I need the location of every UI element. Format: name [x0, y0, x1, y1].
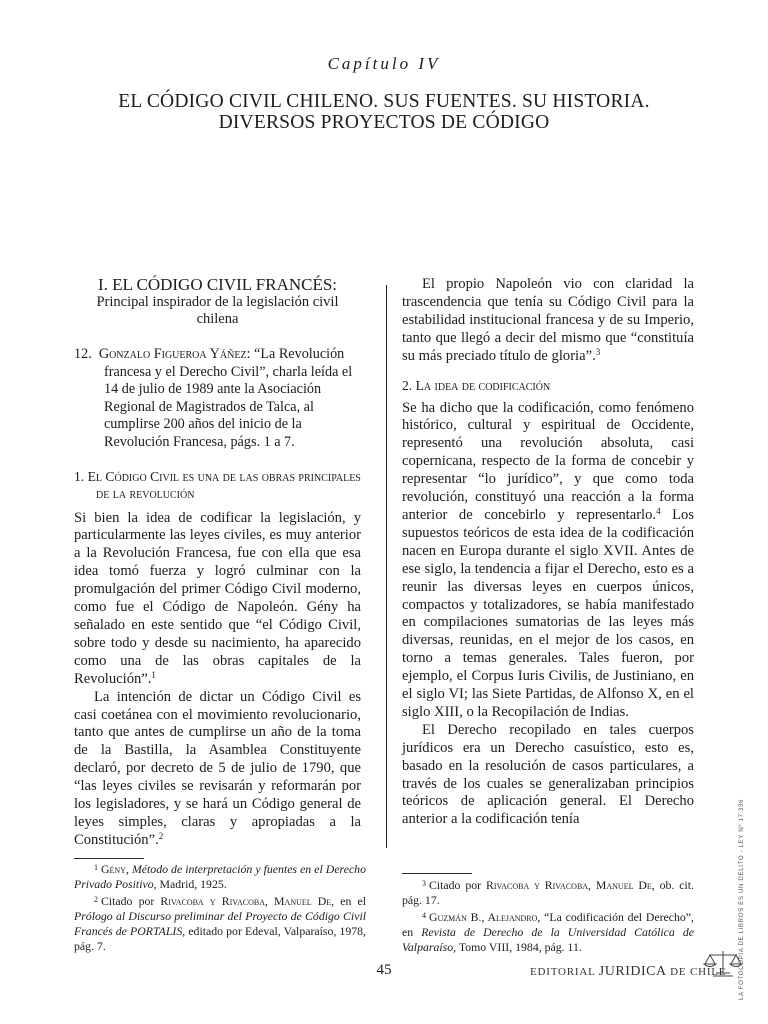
- left-paragraph-1-text: Si bien la idea de codificar la legislación, y particularmente las leyes civiles, es muy anterior a la Revolución Francesa, fue con ella que esa idea tomó fuerza y logró culminar con la promulgación del primer Código Civil moderno, como fue el Código de Napoleón. Gény ha señalado en este sentido que “el Código Civil, sobre todo y desde su nacimiento, ha aparecido como una de las obras capitales de la Revolución”.: [74, 509, 361, 687]
- footnote-2-title: Prólogo al Discurso preliminar del Proyecto de Código Civil Francés de PORTALIS: [74, 909, 366, 938]
- footnote-2: [74, 892, 366, 954]
- footnote-2-pre: Citado por: [101, 894, 161, 908]
- section-subheading: Principal inspirador de la legislación civil chilena: [96, 294, 339, 327]
- publisher-name: JURIDICA: [598, 964, 667, 979]
- footnote-4-title: Revista de Derecho de la Universidad Católica de Valparaíso: [402, 925, 694, 954]
- publisher-imprint: [530, 964, 726, 980]
- footnote-1: $^1$ Gény, Método de interpretación y fuentes en el Derecho Privado Positivo, Madrid, 1925.: [74, 862, 366, 891]
- subheading-1-text: 1. El Código Civil es una de las obras principales de la revolución: [74, 468, 361, 501]
- footnote-1-title: Método de interpretación y fuentes en el Derecho Privado Positivo: [74, 862, 366, 891]
- chapter-title: [60, 91, 708, 133]
- footnote-3-author: Rivacoba y Rivacoba, Manuel De: [485, 878, 652, 892]
- footnote-2-rest: , editado por Edeval, Valparaíso, 1978, pág. 7.: [74, 924, 367, 953]
- footnote-1-number: 1: [94, 863, 98, 872]
- footnote-2-number: 2: [94, 895, 98, 904]
- left-paragraph-2-text: La intención de dictar un Código Civil es casi coetánea con el movimiento revolucionario, tanto que antes de cumplirse un año de la toma de la Bastilla, la Asamblea Constituyente declaró, por decreto de 5 de julio de 1790, que “las leyes civiles se revisarán y reformarán por los legisladores, y se hará un Código general de leyes simples, claras y apropiadas a la Constitución”.: [74, 688, 361, 848]
- left-paragraph-1: [74, 510, 361, 689]
- note-12-number: 12.: [74, 346, 92, 362]
- footnote-2-author: Rivacoba y Rivacoba, Manuel De: [160, 894, 332, 908]
- right-paragraph-2a-text: Se ha dicho que la codificación, como fenómeno histórico, cultural y espiritual de Occidente, representó una revolución absoluta, casi copernicana, respecto de la forma de concebir y representar “lo jurídico”, y que como toda revolución, constituyó una reacción a la forma anterior de concebirlo y representarlo.: [402, 399, 694, 523]
- footnote-ref-1[interactable]: 1: [151, 669, 156, 680]
- footnote-ref-3[interactable]: 3: [595, 346, 601, 357]
- note-12-text: : “La Revolución francesa y el Derecho Civil”, charla leída el 14 de julio de 1989 ante la Asociación Regional de Magistrados de Talca, al cumplirse 200 años del inicio de la Revolución Francesa, págs. 1 a 7.: [104, 346, 353, 450]
- left-column: [74, 275, 361, 850]
- chapter-title-line-2: DIVERSOS PROYECTOS DE CÓDIGO: [218, 112, 550, 133]
- footnote-3: [402, 876, 694, 908]
- left-paragraph-2: [74, 689, 361, 850]
- right-paragraph-2: [402, 400, 694, 722]
- note-12-author: Gonzalo Figueroa Yáñez: [98, 346, 247, 362]
- footnote-3-pre: Citado por: [429, 878, 486, 892]
- page-number: 45: [376, 962, 392, 978]
- footnote-1-rest: , Madrid, 1925.: [153, 877, 227, 891]
- subheading-2: 2. La idea de codificación: [402, 377, 551, 393]
- footnote-4: [402, 908, 694, 955]
- footnote-4-mid: , “La codificación del Derecho”, en: [402, 910, 694, 939]
- chapter-label: Capítulo IV: [327, 54, 441, 73]
- scales-of-justice-icon: [703, 948, 743, 978]
- footnote-4-author: Guzmán B., Alejandro: [429, 910, 538, 924]
- footnote-rule-left: [74, 858, 144, 859]
- footnote-4-number: 4: [422, 911, 426, 920]
- section-heading: I. EL CÓDIGO CIVIL FRANCÉS:: [97, 275, 338, 294]
- footnotes-right: [402, 876, 694, 955]
- copyright-notice: LA FOTOCOPIA DE LIBROS ES UN DELITO - LEY Nº 17.336: [738, 798, 745, 1000]
- right-paragraph-3: El Derecho recopilado en tales cuerpos jurídicos era un Derecho casuístico, esto es, basado en la resolución de casos particulares, a través de los cuales se generalizaban principios teóricos de aplicación general. El Derecho anterior a la codificación tenía: [402, 721, 694, 828]
- footnote-1-author: Gény: [101, 862, 126, 876]
- column-divider: [386, 285, 387, 848]
- footnote-3-number: 3: [422, 879, 426, 888]
- footnote-rule-right: [402, 873, 472, 874]
- chapter-title-line-1: EL CÓDIGO CIVIL CHILENO. SUS FUENTES. SU HISTORIA.: [118, 91, 650, 112]
- footnote-3-rest: , ob. cit. pág. 17.: [402, 878, 694, 907]
- right-paragraph-1: [402, 276, 694, 366]
- right-paragraph-1-text: El propio Napoleón vio con claridad la trascendencia que tenía su Código Civil para la estabilidad institucional francesa y de su Imperio, tanto que llegó a decir del mismo que “constituía su más preciado título de gloria”.: [402, 276, 694, 364]
- footnote-4-rest: , Tomo VIII, 1984, pág. 11.: [453, 940, 582, 954]
- right-paragraph-2b-text: Los supuestos teóricos de esta idea de la codificación nacen en Europa durante el siglo XVII. Antes de ese siglo, la tendencia a fijar el Derecho, esto es a reunir las diversas leyes en cuerpos únicos, compactos y totalizadores, se había manifestado en compilaciones sumatorias de las leyes más diversas, reunidas, en el mejor de los casos, en torno a temas generales. Tales fueron, por ejemplo, el Corpus Iuris Civilis, de Justiniano, en el siglo VI; las Siete Partidas, de Alfonso X, en el siglo XIII, o la Recopilación de Indias.: [402, 506, 695, 720]
- footnotes-left: [74, 860, 366, 954]
- publisher-post: DE CHILE: [666, 966, 727, 978]
- right-column: [402, 276, 694, 829]
- footnote-ref-4[interactable]: 4: [656, 505, 661, 516]
- publisher-pre: EDITORIAL: [530, 966, 599, 978]
- note-12: [74, 346, 361, 452]
- footnote-ref-2[interactable]: 2: [158, 830, 164, 841]
- subheading-1: [74, 468, 361, 502]
- footnote-2-mid: , en el: [331, 894, 366, 908]
